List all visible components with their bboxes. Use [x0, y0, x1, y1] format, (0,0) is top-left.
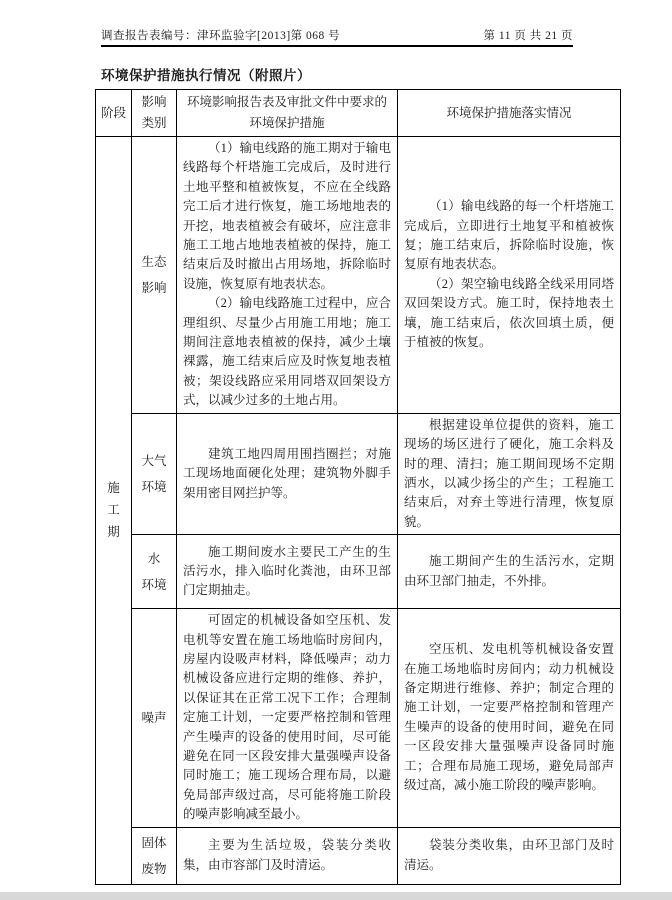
implemented-measures-cell [398, 827, 621, 884]
table-row-air [96, 413, 621, 534]
required-measures-cell [177, 413, 398, 534]
implemented-paragraph: 袋装分类收集，由环卫部门及时清运。 [404, 838, 614, 872]
scan-edge [0, 892, 672, 900]
required-measures-cell [177, 535, 398, 609]
header-required-line1: 环境影响报告表及审批文件中要求的 [186, 95, 387, 109]
required-measures-cell [177, 827, 398, 884]
header-stage: 阶段 [96, 90, 132, 137]
required-paragraph: 可固定的机械设备如空压机、发电机等安置在施工场地临时房间内，房屋内设吸声材料，降低噪声；动力机械设备应进行定期的维修、养护，以保证其在正常工况下工作；合理制定施工计划，一定要严格控制和管理产生噪声的设备的使用时间，尽可能避免在同一区段安排大量强噪声设备同时施工；施工现场合理布局，以避免局部声级过高，尽可能将施工阶段的噪声影响减至最小。 [183, 613, 391, 822]
implemented-paragraph: 空压机、发电机等机械设备安置在施工场地临时房间内；动力机械设备定期进行维修、养护；制定合理的施工计划，一定要严格控制和管理产生噪声的设备的使用时间，避免在同一区段安排大量强噪声设备同时施工；合理布局施工现场，避免局部声级过高，减小施工阶段的噪声影响。 [404, 642, 614, 793]
category-line: 影响 [141, 280, 167, 295]
implemented-measures-cell [398, 137, 621, 414]
implemented-paragraph: 根据建设单位提供的资料，施工现场的场区进行了硬化，施工余料及时的理、清扫；施工期间现场不定期洒水，以减少扬尘的产生；工程施工结束后，对弃土等进行清理，恢复原貌。 [404, 417, 614, 529]
table-row-noise [96, 609, 621, 827]
page-header [101, 27, 573, 43]
stage-cell [96, 137, 132, 885]
category-line: 废物 [141, 861, 167, 876]
implemented-paragraph: （1）输电线路的每一个杆塔施工完成后，立即进行土地复平和植被恢复；施工结束后，拆除临时设施，恢复原有地表状态。 [404, 199, 614, 272]
implemented-measures-cell [398, 609, 621, 827]
report-number: 调查报告表编号：津环监验字[2013]第 068 号 [101, 30, 341, 42]
header-category-line1: 影响 [141, 95, 167, 109]
header-category-line2: 类别 [141, 116, 167, 130]
required-paragraph: 建筑工地四周用围挡圈拦；对施工现场地面硬化处理；建筑物外脚手架用密目网拦护等。 [183, 446, 391, 500]
header-required [177, 90, 398, 137]
implemented-measures-cell [398, 535, 621, 609]
category-cell [132, 535, 177, 609]
category-cell [132, 827, 177, 884]
category-line: 水 [147, 551, 161, 566]
table-header-row [96, 90, 621, 137]
required-measures-cell [177, 609, 398, 827]
category-cell [132, 413, 177, 534]
required-paragraph: 施工期间废水主要民工产生的生活污水，排入临时化粪池，由环卫部门定期抽走。 [183, 544, 391, 598]
required-paragraph: （2）输电线路施工过程中，应合理组织、尽量少占用施工用地；施工期间注意地表植被的保持，减少土壤裸露，施工结束后应及时恢复地表植被；架设线路应采用同塔双回架设方式，以减少过多的土地占用。 [183, 296, 391, 408]
implemented-paragraph: 施工期间产生的生活污水，定期由环卫部门抽走，不外排。 [404, 554, 614, 588]
category-line: 噪声 [141, 710, 167, 725]
implemented-paragraph: （2）架空输电线路全线采用同塔双回架设方式。施工时，保持地表土壤，施工结束后，依次回填土质，便于植被的恢复。 [404, 276, 614, 350]
category-cell [132, 137, 177, 414]
page-title: 环境保护措施执行情况（附照片） [101, 68, 311, 83]
stage-label: 施工期 [107, 481, 120, 540]
measures-table [95, 89, 621, 885]
required-paragraph: （1）输电线路的施工期对于输电线路每个杆塔施工完成后，及时进行土地平整和植被恢复，不应在全线路完工后才进行恢复，施工场地地表的开挖，地表植被会有破坏，应注意非施工工地占地地表植被的保持，施工结束后及时撤出占用场地，拆除临时设施，恢复原有地表状态。 [183, 141, 391, 291]
category-line: 环境 [141, 479, 167, 494]
category-line: 大气 [141, 453, 167, 468]
table-row-water [96, 535, 621, 609]
page-indicator: 第 11 页 共 21 页 [483, 30, 573, 42]
header-required-line2: 环境保护措施 [249, 116, 325, 130]
category-cell [132, 609, 177, 827]
table-row-solid-waste [96, 827, 621, 884]
category-line: 固体 [141, 835, 167, 850]
implemented-measures-cell [398, 413, 621, 534]
required-paragraph: 主要为生活垃圾，袋装分类收集，由市容部门及时清运。 [183, 838, 391, 872]
header-category [132, 90, 177, 137]
category-line: 生态 [141, 254, 167, 269]
header-rule [101, 45, 573, 47]
required-measures-cell [177, 137, 398, 414]
table-row-ecology [96, 137, 621, 414]
category-line: 环境 [141, 577, 167, 592]
header-implemented: 环境保护措施落实情况 [398, 90, 621, 137]
